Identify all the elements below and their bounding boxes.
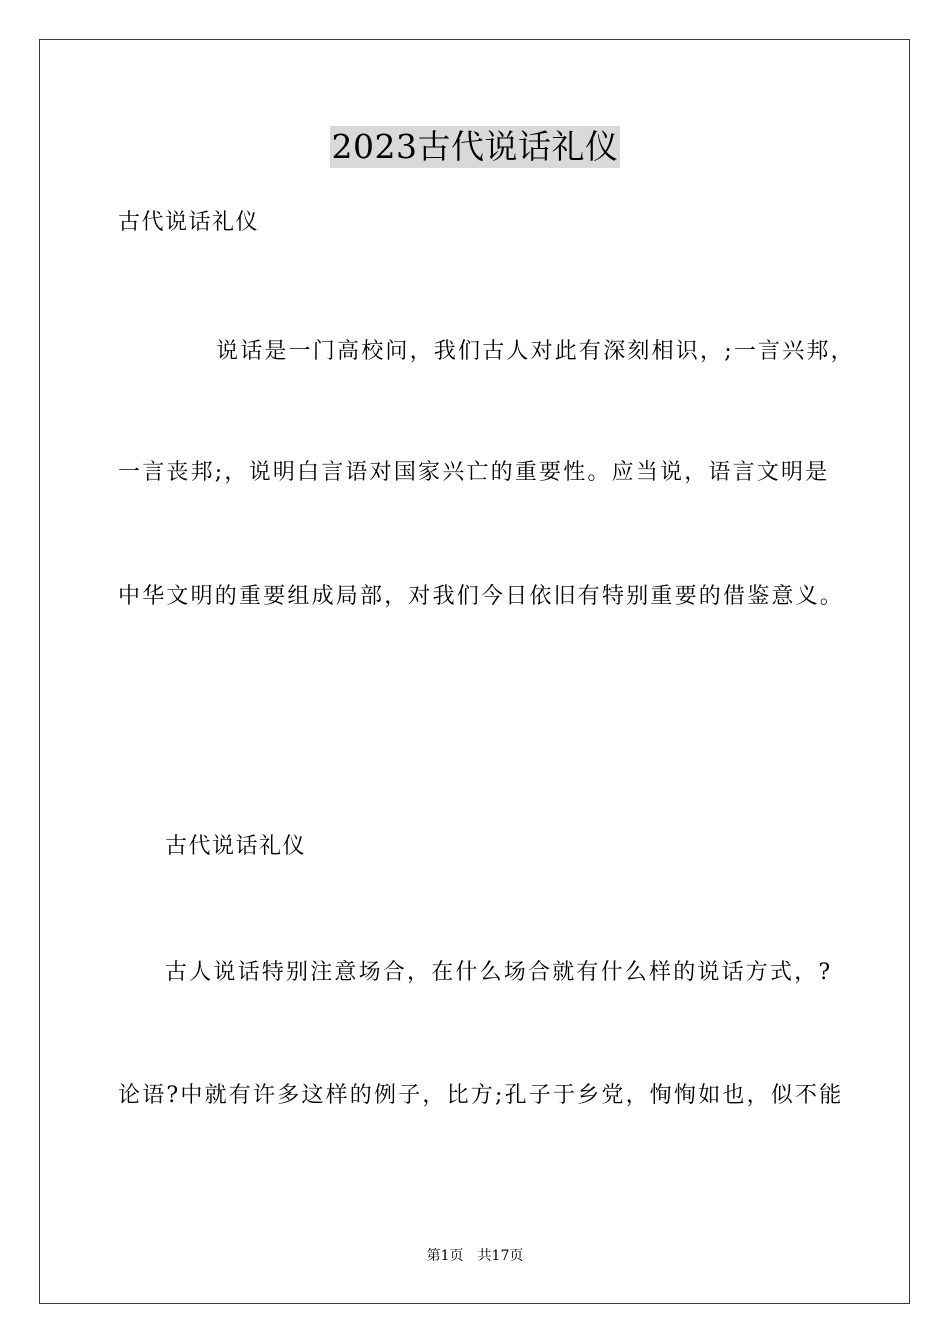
paragraph2-line2: 论语?中就有许多这样的例子，比方;孔子于乡党，恂恂如也，似不能: [118, 1083, 844, 1108]
document-title: 2023古代说话礼仪: [331, 127, 619, 166]
page-footer: [0, 1246, 950, 1266]
title-container: [0, 126, 950, 168]
paragraph1-line2: 一言丧邦;，说明白言语对国家兴亡的重要性。应当说，语言文明是: [118, 460, 830, 485]
section-heading: 古代说话礼仪: [165, 834, 307, 859]
paragraph2-line1: 古人说话特别注意场合，在什么场合就有什么样的说话方式，?: [165, 960, 833, 985]
page-total: 共17页: [477, 1248, 524, 1264]
paragraph1-line1: 说话是一门高校问，我们古人对此有深刻相识，;一言兴邦，: [216, 339, 855, 364]
paragraph1-line3: 中华文明的重要组成局部，对我们今日依旧有特别重要的借鉴意义。: [118, 584, 845, 609]
document-subtitle: 古代说话礼仪: [118, 210, 260, 235]
page-number: 第1页: [426, 1248, 464, 1264]
